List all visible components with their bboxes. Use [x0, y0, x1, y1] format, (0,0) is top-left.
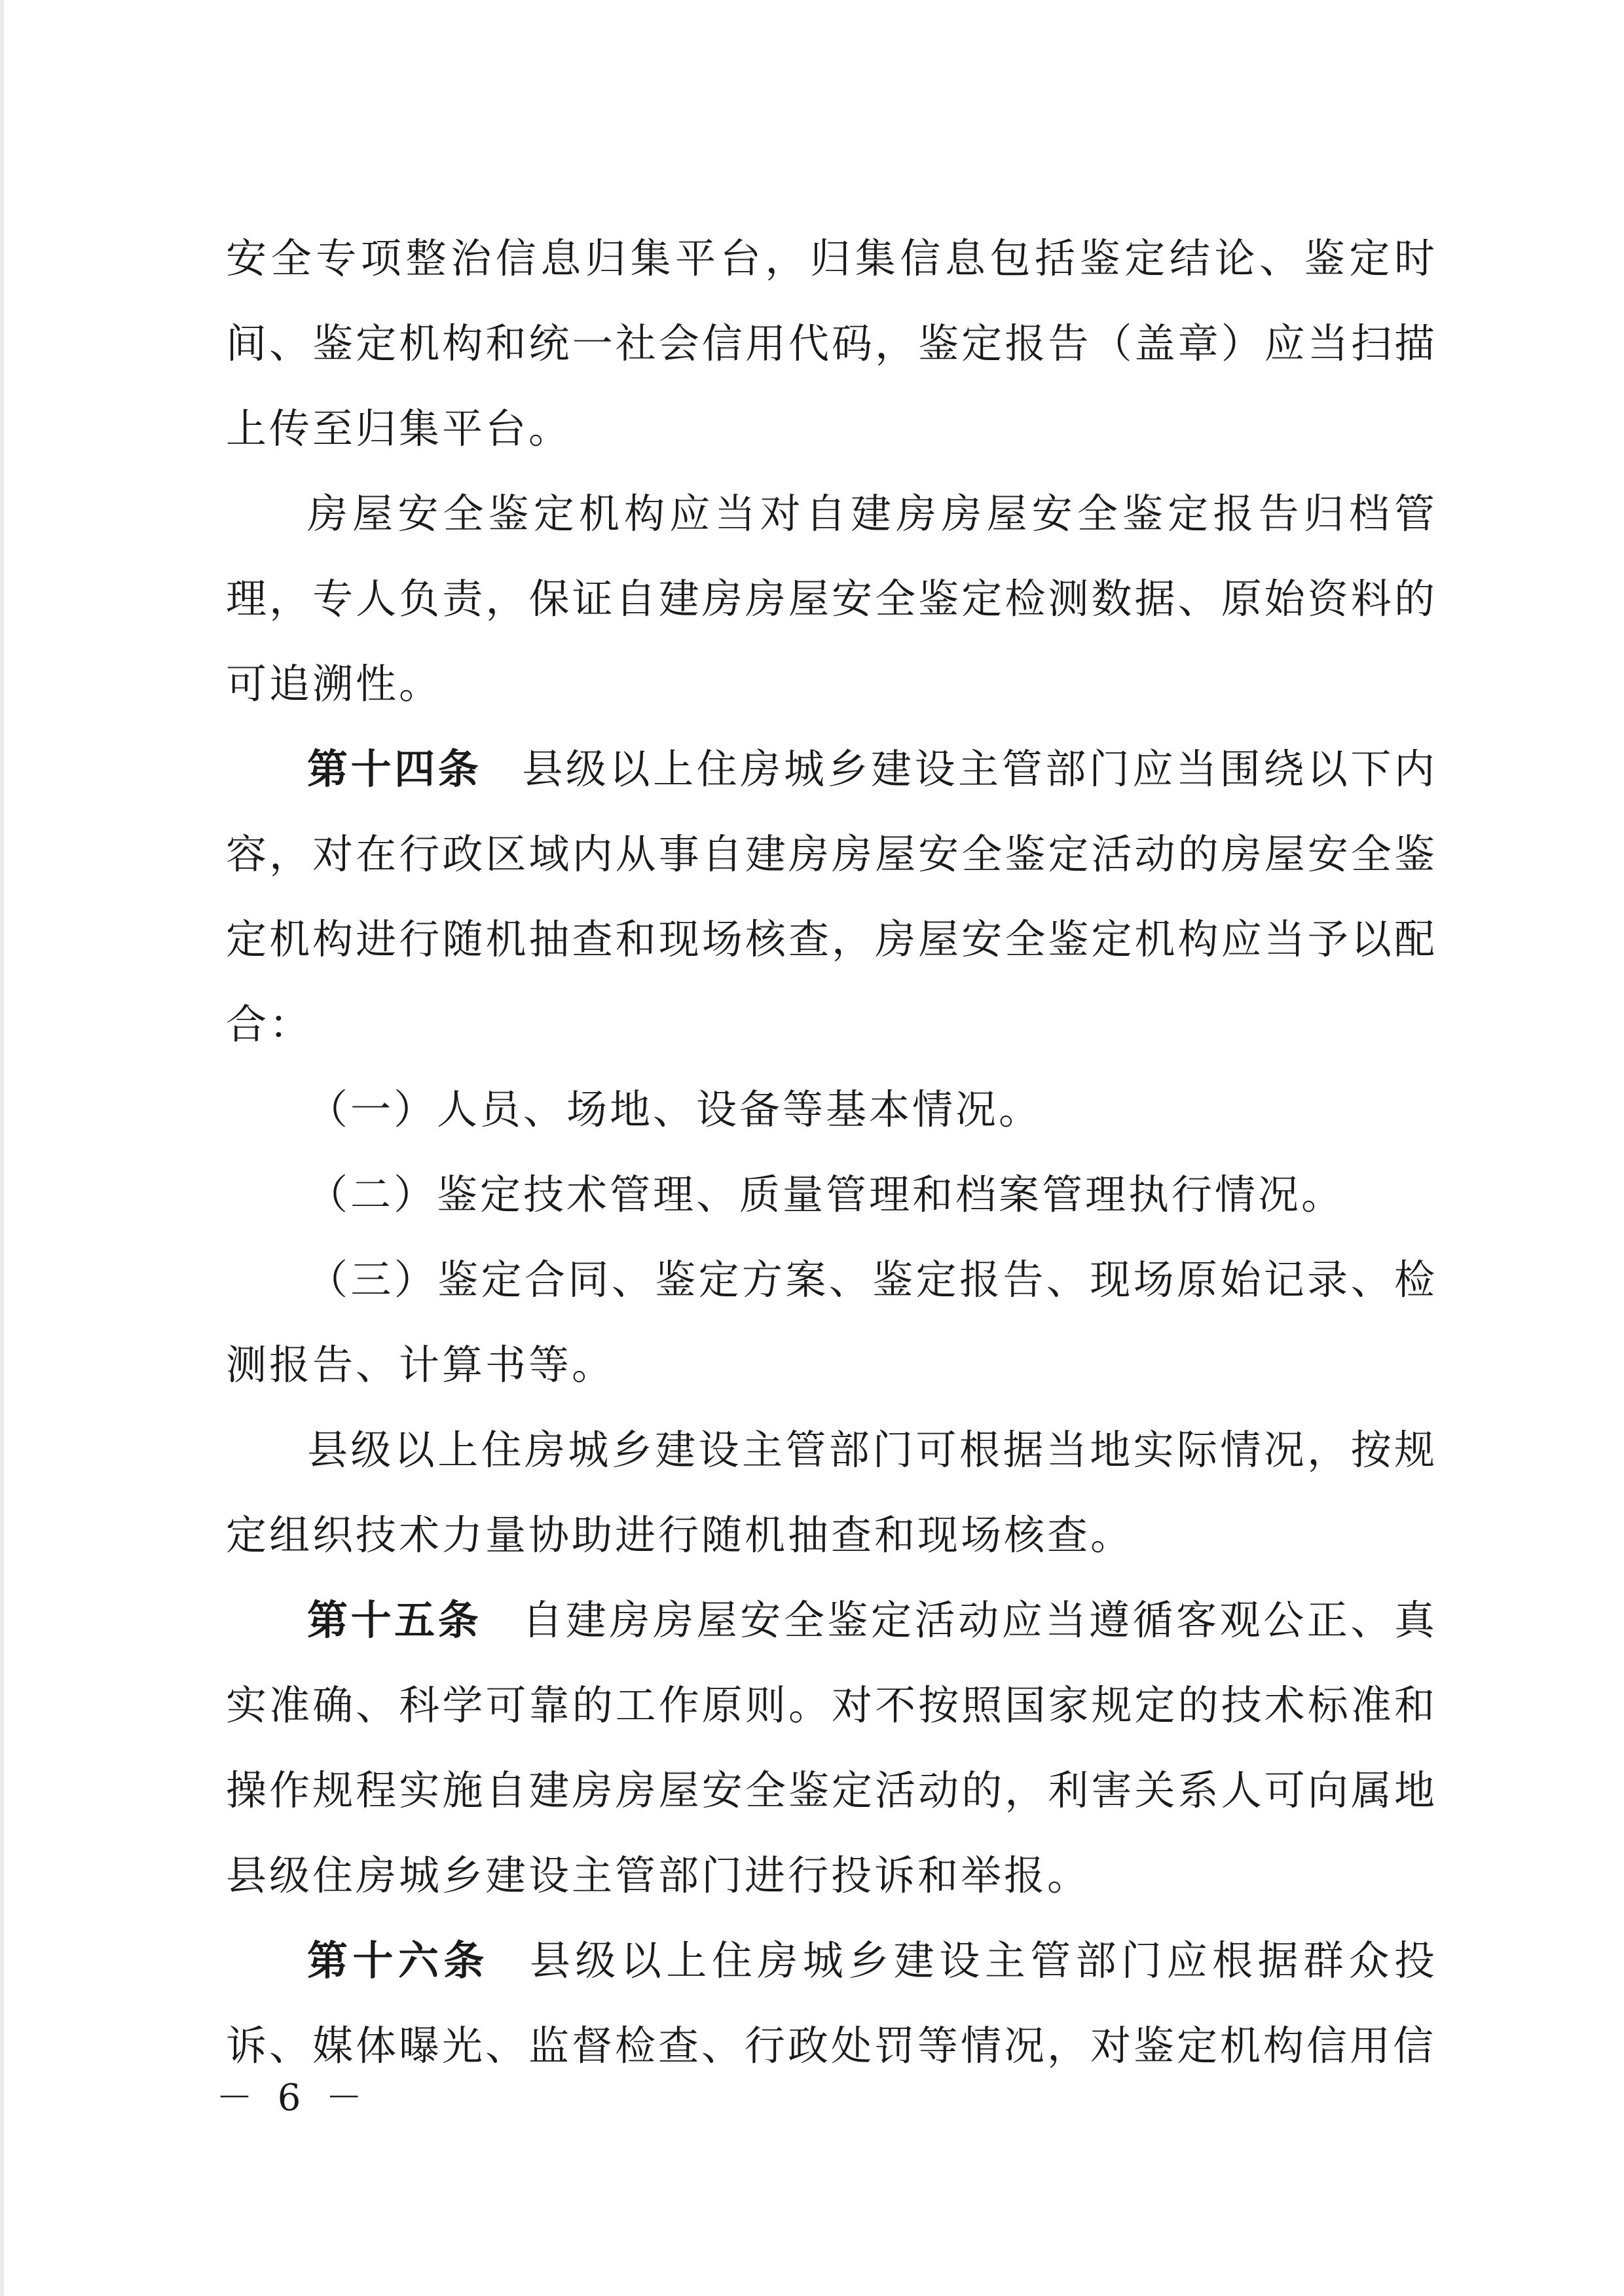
- article-number: 第十四条: [307, 745, 482, 793]
- article-text: 自建房房屋安全鉴定活动应当遵循客观公正、真实准确、科学可靠的工作原则。对不按照国家规定的技术标准和操作规程实施自建房房屋安全鉴定活动的，利害关系人可向属地县级住房城乡建设主管部门进行投诉和举报。: [226, 1596, 1437, 1899]
- paragraph-text: 房屋安全鉴定机构应当对自建房房屋安全鉴定报告归档管理，专人负责，保证自建房房屋安全鉴定检测数据、原始资料的可追溯性。: [226, 490, 1437, 708]
- paragraph-technical-support: [226, 1408, 1437, 1578]
- article-text: 县级以上住房城乡建设主管部门应根据群众投诉、媒体曝光、监督检查、行政处罚等情况，对鉴定机构信用信: [226, 1937, 1437, 2069]
- scan-edge: [0, 0, 4, 2296]
- article-15: [226, 1578, 1437, 1918]
- article-text: 县级以上住房城乡建设主管部门应当围绕以下内容，对在行政区域内从事自建房房屋安全鉴定活动的房屋安全鉴定机构进行随机抽查和现场核查，房屋安全鉴定机构应当予以配合：: [226, 745, 1437, 1048]
- list-item-2: [226, 1152, 1437, 1237]
- article-number: 第十五条: [307, 1596, 482, 1644]
- paragraph-archive: [226, 471, 1437, 727]
- paragraph-text: 县级以上住房城乡建设主管部门可根据当地实际情况，按规定组织技术力量协助进行随机抽查和现场核查。: [226, 1426, 1437, 1559]
- paragraph-continuation: [226, 216, 1437, 471]
- paragraph-text: 安全专项整治信息归集平台，归集信息包括鉴定结论、鉴定时间、鉴定机构和统一社会信用代码，鉴定报告（盖章）应当扫描上传至归集平台。: [226, 234, 1437, 452]
- article-14: [226, 727, 1437, 1067]
- document-body: [226, 216, 1437, 2088]
- article-number: 第十六条: [307, 1937, 489, 1984]
- list-item-text: （一）人员、场地、设备等基本情况。: [307, 1085, 1043, 1133]
- list-item-1: [226, 1067, 1437, 1152]
- page-number: － 6 －: [216, 2077, 369, 2119]
- list-item-text: （三）鉴定合同、鉴定方案、鉴定报告、现场原始记录、检测报告、计算书等。: [226, 1256, 1437, 1389]
- list-item-text: （二）鉴定技术管理、质量管理和档案管理执行情况。: [307, 1171, 1345, 1218]
- list-item-3: [226, 1237, 1437, 1408]
- article-16: [226, 1918, 1437, 2088]
